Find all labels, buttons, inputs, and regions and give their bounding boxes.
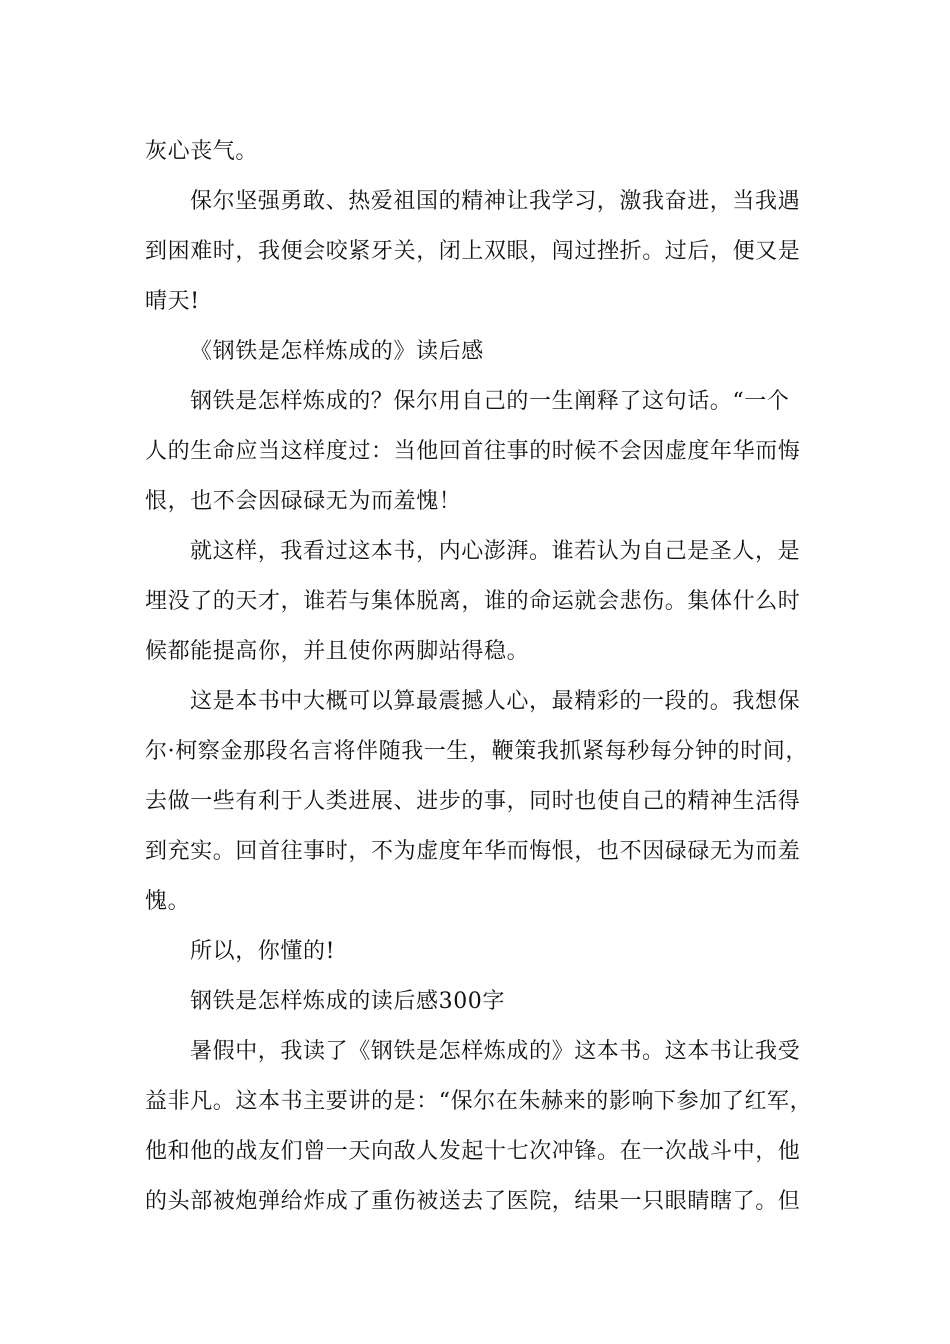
paragraph-line: 保尔坚强勇敢、热爱祖国的精神让我学习，激我奋进，当我遇 — [190, 189, 801, 214]
section-title: 《钢铁是怎样炼成的》读后感 — [190, 339, 484, 364]
paragraph-line: 埋没了的天才，谁若与集体脱离，谁的命运就会悲伤。集体什么时 — [145, 589, 801, 614]
paragraph-line: 到困难时，我便会咬紧牙关，闭上双眼，闯过挫折。过后，便又是 — [145, 239, 801, 264]
paragraph-line: 候都能提高你，并且使你两脚站得稳。 — [145, 639, 530, 664]
paragraph-line: 所以，你懂的! — [190, 939, 336, 964]
paragraph-line: 愧。 — [145, 889, 191, 914]
paragraph-line: 就这样，我看过这本书，内心澎湃。谁若认为自己是圣人，是 — [190, 539, 801, 564]
paragraph-line: 钢铁是怎样炼成的？保尔用自己的一生阐释了这句话。“一个 — [190, 389, 790, 414]
paragraph-line: 人的生命应当这样度过：当他回首往事的时候不会因虚度年华而悔 — [145, 439, 801, 464]
paragraph-line: 晴天! — [145, 289, 200, 314]
paragraph-line: 恨，也不会因碌碌无为而羞愧！ — [145, 489, 462, 514]
paragraph-line: 去做一些有利于人类进展、进步的事，同时也使自己的精神生活得 — [145, 789, 801, 814]
section-title: 钢铁是怎样炼成的读后感300字 — [190, 989, 505, 1014]
paragraph-line: 灰心丧气。 — [145, 139, 259, 164]
paragraph-line: 尔·柯察金那段名言将伴随我一生，鞭策我抓紧每秒每分钟的时间， — [145, 739, 808, 764]
paragraph-line: 到充实。回首往事时，不为虚度年华而悔恨，也不因碌碌无为而羞 — [145, 839, 801, 864]
paragraph-line: 这是本书中大概可以算最震撼人心，最精彩的一段的。我想保 — [190, 689, 801, 714]
paragraph-line: 他和他的战友们曾一天向敌人发起十七次冲锋。在一次战斗中，他 — [145, 1139, 801, 1164]
paragraph-line: 的头部被炮弹给炸成了重伤被送去了医院，结果一只眼睛瞎了。但 — [145, 1189, 801, 1214]
paragraph-line: 益非凡。这本书主要讲的是：“保尔在朱赫来的影响下参加了红军， — [145, 1089, 813, 1114]
paragraph-line: 暑假中，我读了《钢铁是怎样炼成的》这本书。这本书让我受 — [190, 1039, 801, 1064]
